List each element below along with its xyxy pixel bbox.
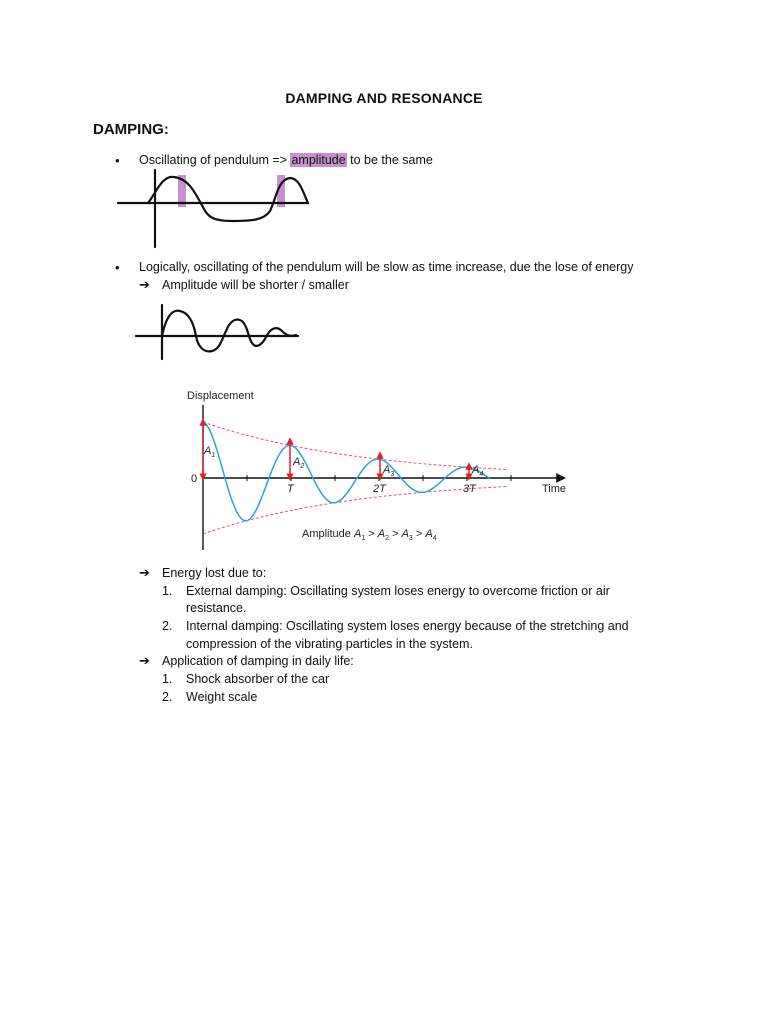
y-axis-label: Displacement [187,390,254,402]
energy-item-2-num: 2. [162,619,173,633]
arrow-icon: ➔ [139,653,150,668]
application-item-2-text: Weight scale [186,690,258,704]
application-header: Application of damping in daily life: [162,654,354,668]
envelope-lower [203,487,507,535]
arrow-icon: ➔ [139,277,150,292]
application-item-1-text: Shock absorber of the car [186,672,330,686]
tick-label-3T: 3T [463,483,476,495]
damped-oscillation-figure [180,385,580,555]
bullet1-pre: Oscillating of pendulum => [139,153,291,167]
bullet1-post: to be the same [346,153,433,167]
tick-label-2T: 2T [373,483,386,495]
damped-wave [203,422,490,521]
sketch-constant-amplitude [112,165,332,255]
origin-label: 0 [191,473,198,485]
energy-item-2-line2: compression of the vibrating particles in the system. [186,637,473,651]
arrow-icon: ➔ [139,565,150,580]
bullet2-subtext: Amplitude will be shorter / smaller [162,278,349,292]
amp-label-4: $A_4$ [472,464,484,478]
amp-label-3: $A_3$ [383,464,395,478]
sketch-decreasing-amplitude [132,303,312,363]
amp-label-2: $A_2$ [293,456,305,470]
tick-label-T: T [287,483,294,495]
energy-item-1-line1: External damping: Oscillating system loses energy to overcome friction or air [186,584,610,598]
energy-header: Energy lost due to: [162,566,267,580]
energy-item-2-line1: Internal damping: Oscillating system loses energy because of the stretching and [186,619,629,633]
page-title: DAMPING AND RESONANCE [285,90,483,106]
application-item-1-num: 1. [162,672,173,686]
amp-label-1: $A_1$ [204,445,216,459]
energy-item-1-line2: resistance. [186,601,247,615]
energy-item-1-num: 1. [162,584,173,598]
highlighted-word-amplitude: amplitude [291,153,346,167]
application-item-2-num: 2. [162,690,173,704]
bullet2-text: Logically, oscillating of the pendulum will be slow as time increase, due the lose of energy [139,260,634,274]
bullet-marker: • [115,260,120,275]
envelope-upper [203,422,507,470]
section-heading-damping: DAMPING: [93,121,169,138]
bullet-marker: • [115,153,120,168]
x-axis-label: Time [542,483,567,495]
figure-caption: Amplitude $A_1 > A_2 > A_3 > A_4$ [302,528,437,542]
